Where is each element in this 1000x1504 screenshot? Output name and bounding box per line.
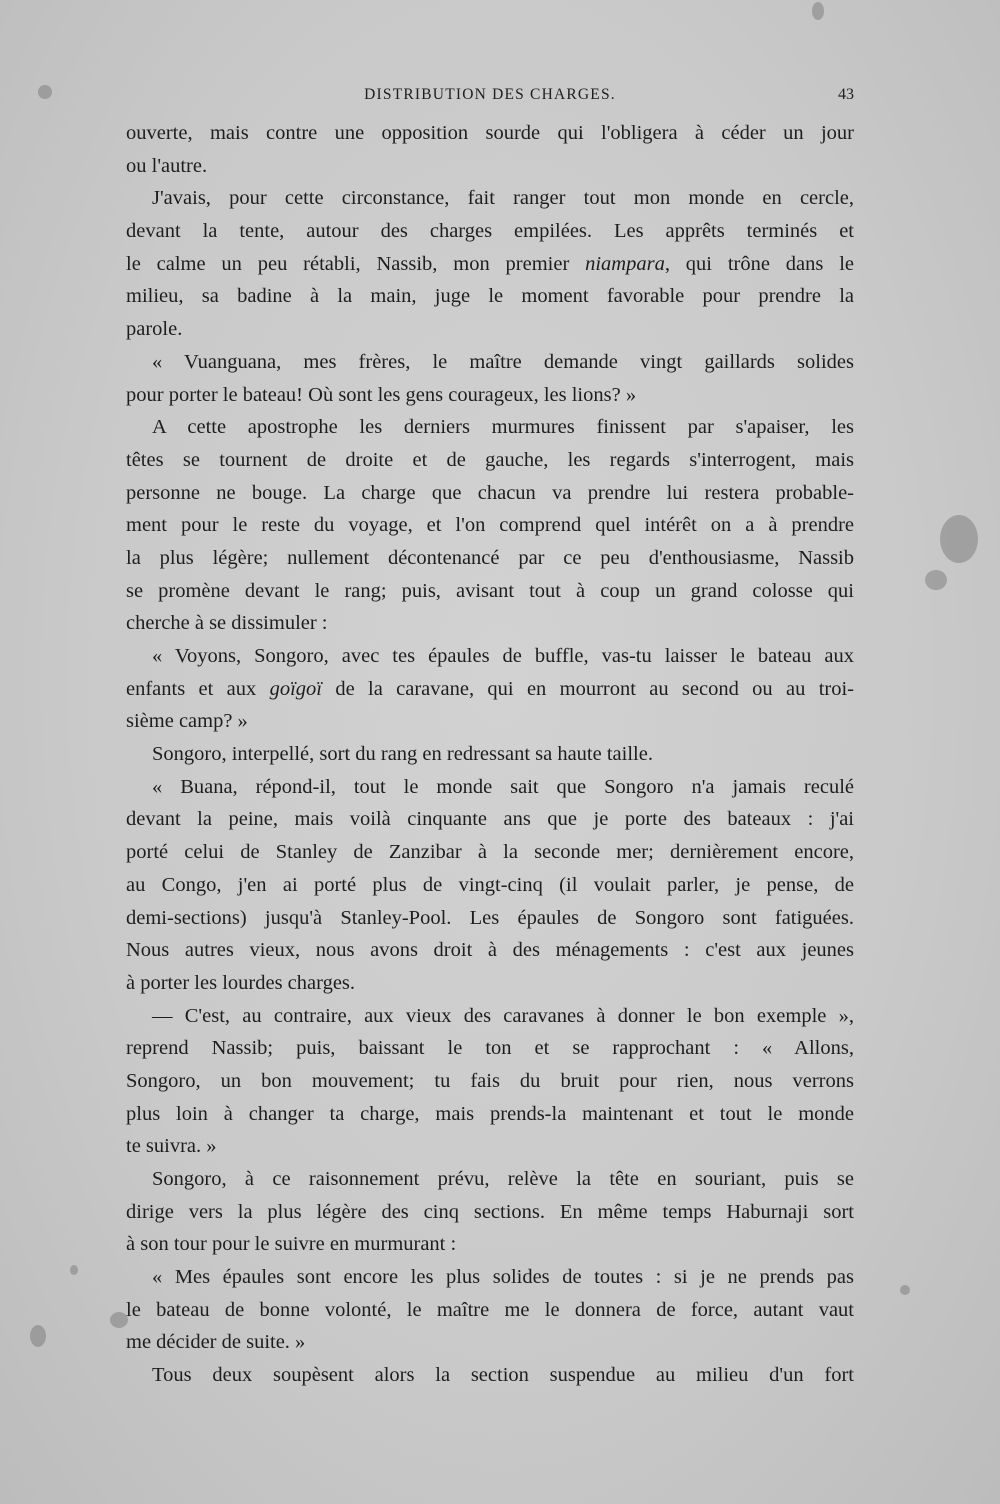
text-line: sième camp? » [126,710,248,733]
text-line: ou l'autre. [126,154,208,177]
text-line [126,673,854,706]
foxing-spot [70,1265,78,1275]
page-header [126,86,854,110]
italic-term: niampara [585,252,665,275]
text-line: A cette apostrophe les derniers murmures finissent par s'apaiser, les [152,416,854,439]
text-line [126,248,854,281]
running-title: DISTRIBUTION DES CHARGES. [364,86,616,103]
text-line: se promène devant le rang; puis, avisant tout à coup un grand colosse qui [126,579,854,602]
text-line: à porter les lourdes charges. [126,971,356,994]
foxing-spot [940,515,978,563]
text-line: Tous deux soupèsent alors la section suspendue au milieu d'un fort [152,1364,854,1387]
foxing-spot [925,570,947,590]
italic-term: goïgoï [269,677,322,700]
text-line: me décider de suite. » [126,1331,306,1354]
text-line: personne ne bouge. La charge que chacun va prendre lui restera probable- [126,481,854,504]
text-line: milieu, sa badine à la main, juge le moment favorable pour prendre la [126,285,854,308]
body-text [126,117,854,1392]
text-line: têtes se tournent de droite et de gauche, les regards s'interrogent, mais [126,448,854,471]
page-number: 43 [838,86,854,103]
text-line: Songoro, interpellé, sort du rang en redressant sa haute taille. [152,743,653,766]
text-line: ouverte, mais contre une opposition sourde qui l'obligera à céder un jour [126,122,854,144]
text-line: « Mes épaules sont encore les plus solides de toutes : si je ne prends pas [152,1266,854,1289]
foxing-spot [30,1325,46,1347]
text-line: « Voyons, Songoro, avec tes épaules de buffle, vas-tu laisser le bateau aux [152,645,854,667]
text-line: Songoro, un bon mouvement; tu fais du bruit pour rien, nous verrons [126,1069,854,1092]
text-line: reprend Nassib; puis, baissant le ton et se rapprochant : « Allons, [126,1037,854,1060]
text-line: « Buana, répond-il, tout le monde sait que Songoro n'a jamais reculé [152,775,854,798]
foxing-spot [812,2,824,20]
text-line: plus loin à changer ta charge, mais prends-la maintenant et tout le monde [126,1102,854,1125]
text-segment: le calme un peu rétabli, Nassib, mon premier [126,252,586,275]
text-line: porté celui de Stanley de Zanzibar à la seconde mer; dernièrement encore, [126,841,854,864]
text-line: à son tour pour le suivre en murmurant : [126,1233,457,1256]
text-line: parole. [126,318,183,341]
text-line: cherche à se dissimuler : [126,612,328,635]
text-line: ment pour le reste du voyage, et l'on comprend quel intérêt on a à prendre [126,514,854,537]
text-segment: , qui trône dans le [664,252,854,275]
text-line: J'avais, pour cette circonstance, fait ranger tout mon monde en cercle, [152,187,854,210]
text-line: « Vuanguana, mes frères, le maître demande vingt gaillards solides [152,350,854,373]
foxing-spot [900,1285,910,1295]
text-line: au Congo, j'en ai porté plus de vingt-cinq (il voulait parler, je pense, de [126,873,854,896]
text-segment: de la caravane, qui en mourront au second ou au troi- [322,677,854,700]
text-line: le bateau de bonne volonté, le maître me le donnera de force, autant vaut [126,1298,854,1321]
text-line: Songoro, à ce raisonnement prévu, relève la tête en souriant, puis se [152,1168,854,1190]
text-line: devant la peine, mais voilà cinquante ans que je porte des bateaux : j'ai [126,808,854,831]
text-line: la plus légère; nullement décontenancé par ce peu d'enthousiasme, Nassib [126,546,854,569]
foxing-spot [38,85,52,99]
text-segment: enfants et aux [126,677,270,700]
text-line: te suivra. » [126,1135,217,1158]
text-line: demi-sections) jusqu'à Stanley-Pool. Les épaules de Songoro sont fatiguées. [126,906,854,929]
text-line: — C'est, au contraire, aux vieux des caravanes à donner le bon exemple », [152,1004,854,1027]
text-line: devant la tente, autour des charges empilées. Les apprêts terminés et [126,220,854,243]
text-line: Nous autres vieux, nous avons droit à des ménagements : c'est aux jeunes [126,939,854,962]
text-line: pour porter le bateau! Où sont les gens courageux, les lions? » [126,383,637,406]
text-line: dirige vers la plus légère des cinq sections. En même temps Haburnaji sort [126,1200,854,1223]
